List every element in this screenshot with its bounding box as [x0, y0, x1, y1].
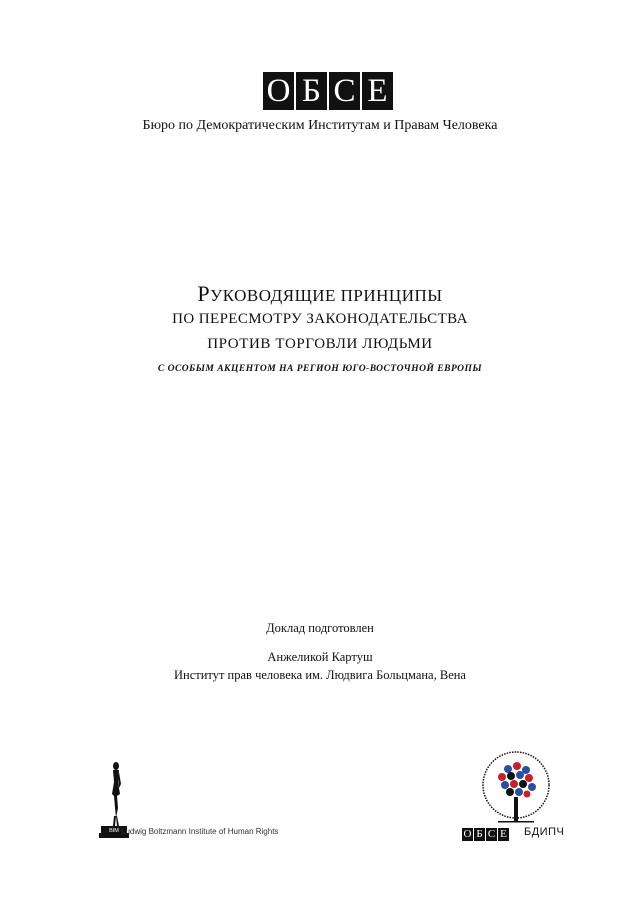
- subtitle: С ОСОБЫМ АКЦЕНТОМ НА РЕГИОН ЮГО-ВОСТОЧНОЙ ЕВРОПЫ: [157, 364, 483, 374]
- odihr-label: БДИПЧ: [524, 826, 565, 838]
- title-initial: Р: [197, 281, 211, 306]
- title-line-3: ПРОТИВ ТОРГОВЛИ ЛЮДЬМИ: [207, 336, 433, 352]
- osce-logo-letter: О: [263, 72, 294, 110]
- osce-small-letter: Б: [474, 828, 485, 841]
- osce-logo-letter: Е: [362, 72, 393, 110]
- title-line-2: ПО ПЕРЕСМОТРУ ЗАКОНОДАТЕЛЬСТВА: [172, 311, 468, 327]
- osce-logo-letter: Б: [296, 72, 327, 110]
- lbi-mark-text: BIM: [109, 828, 119, 834]
- title-line-1-rest: УКОВОДЯЩИЕ ПРИНЦИПЫ: [210, 286, 443, 305]
- osce-small-letter: О: [463, 828, 472, 840]
- author-name: Анжеликой Картуш: [267, 650, 373, 664]
- osce-small-letter: Е: [498, 828, 509, 841]
- prepared-by: Доклад подготовлен: [266, 621, 374, 635]
- office-name: Бюро по Демократическим Институтам и Правам Человека: [142, 118, 498, 133]
- title-line-1: [0, 281, 640, 307]
- osce-small-letter: С: [487, 828, 496, 840]
- osce-logo-letter: С: [329, 72, 360, 110]
- institute-name: Институт прав человека им. Людвига Больцмана, Вена: [174, 668, 466, 682]
- osce-small-logo: [462, 828, 509, 841]
- lbi-name: Ludwig Boltzmann Institute of Human Rights: [121, 827, 279, 836]
- osce-logo: [263, 72, 393, 110]
